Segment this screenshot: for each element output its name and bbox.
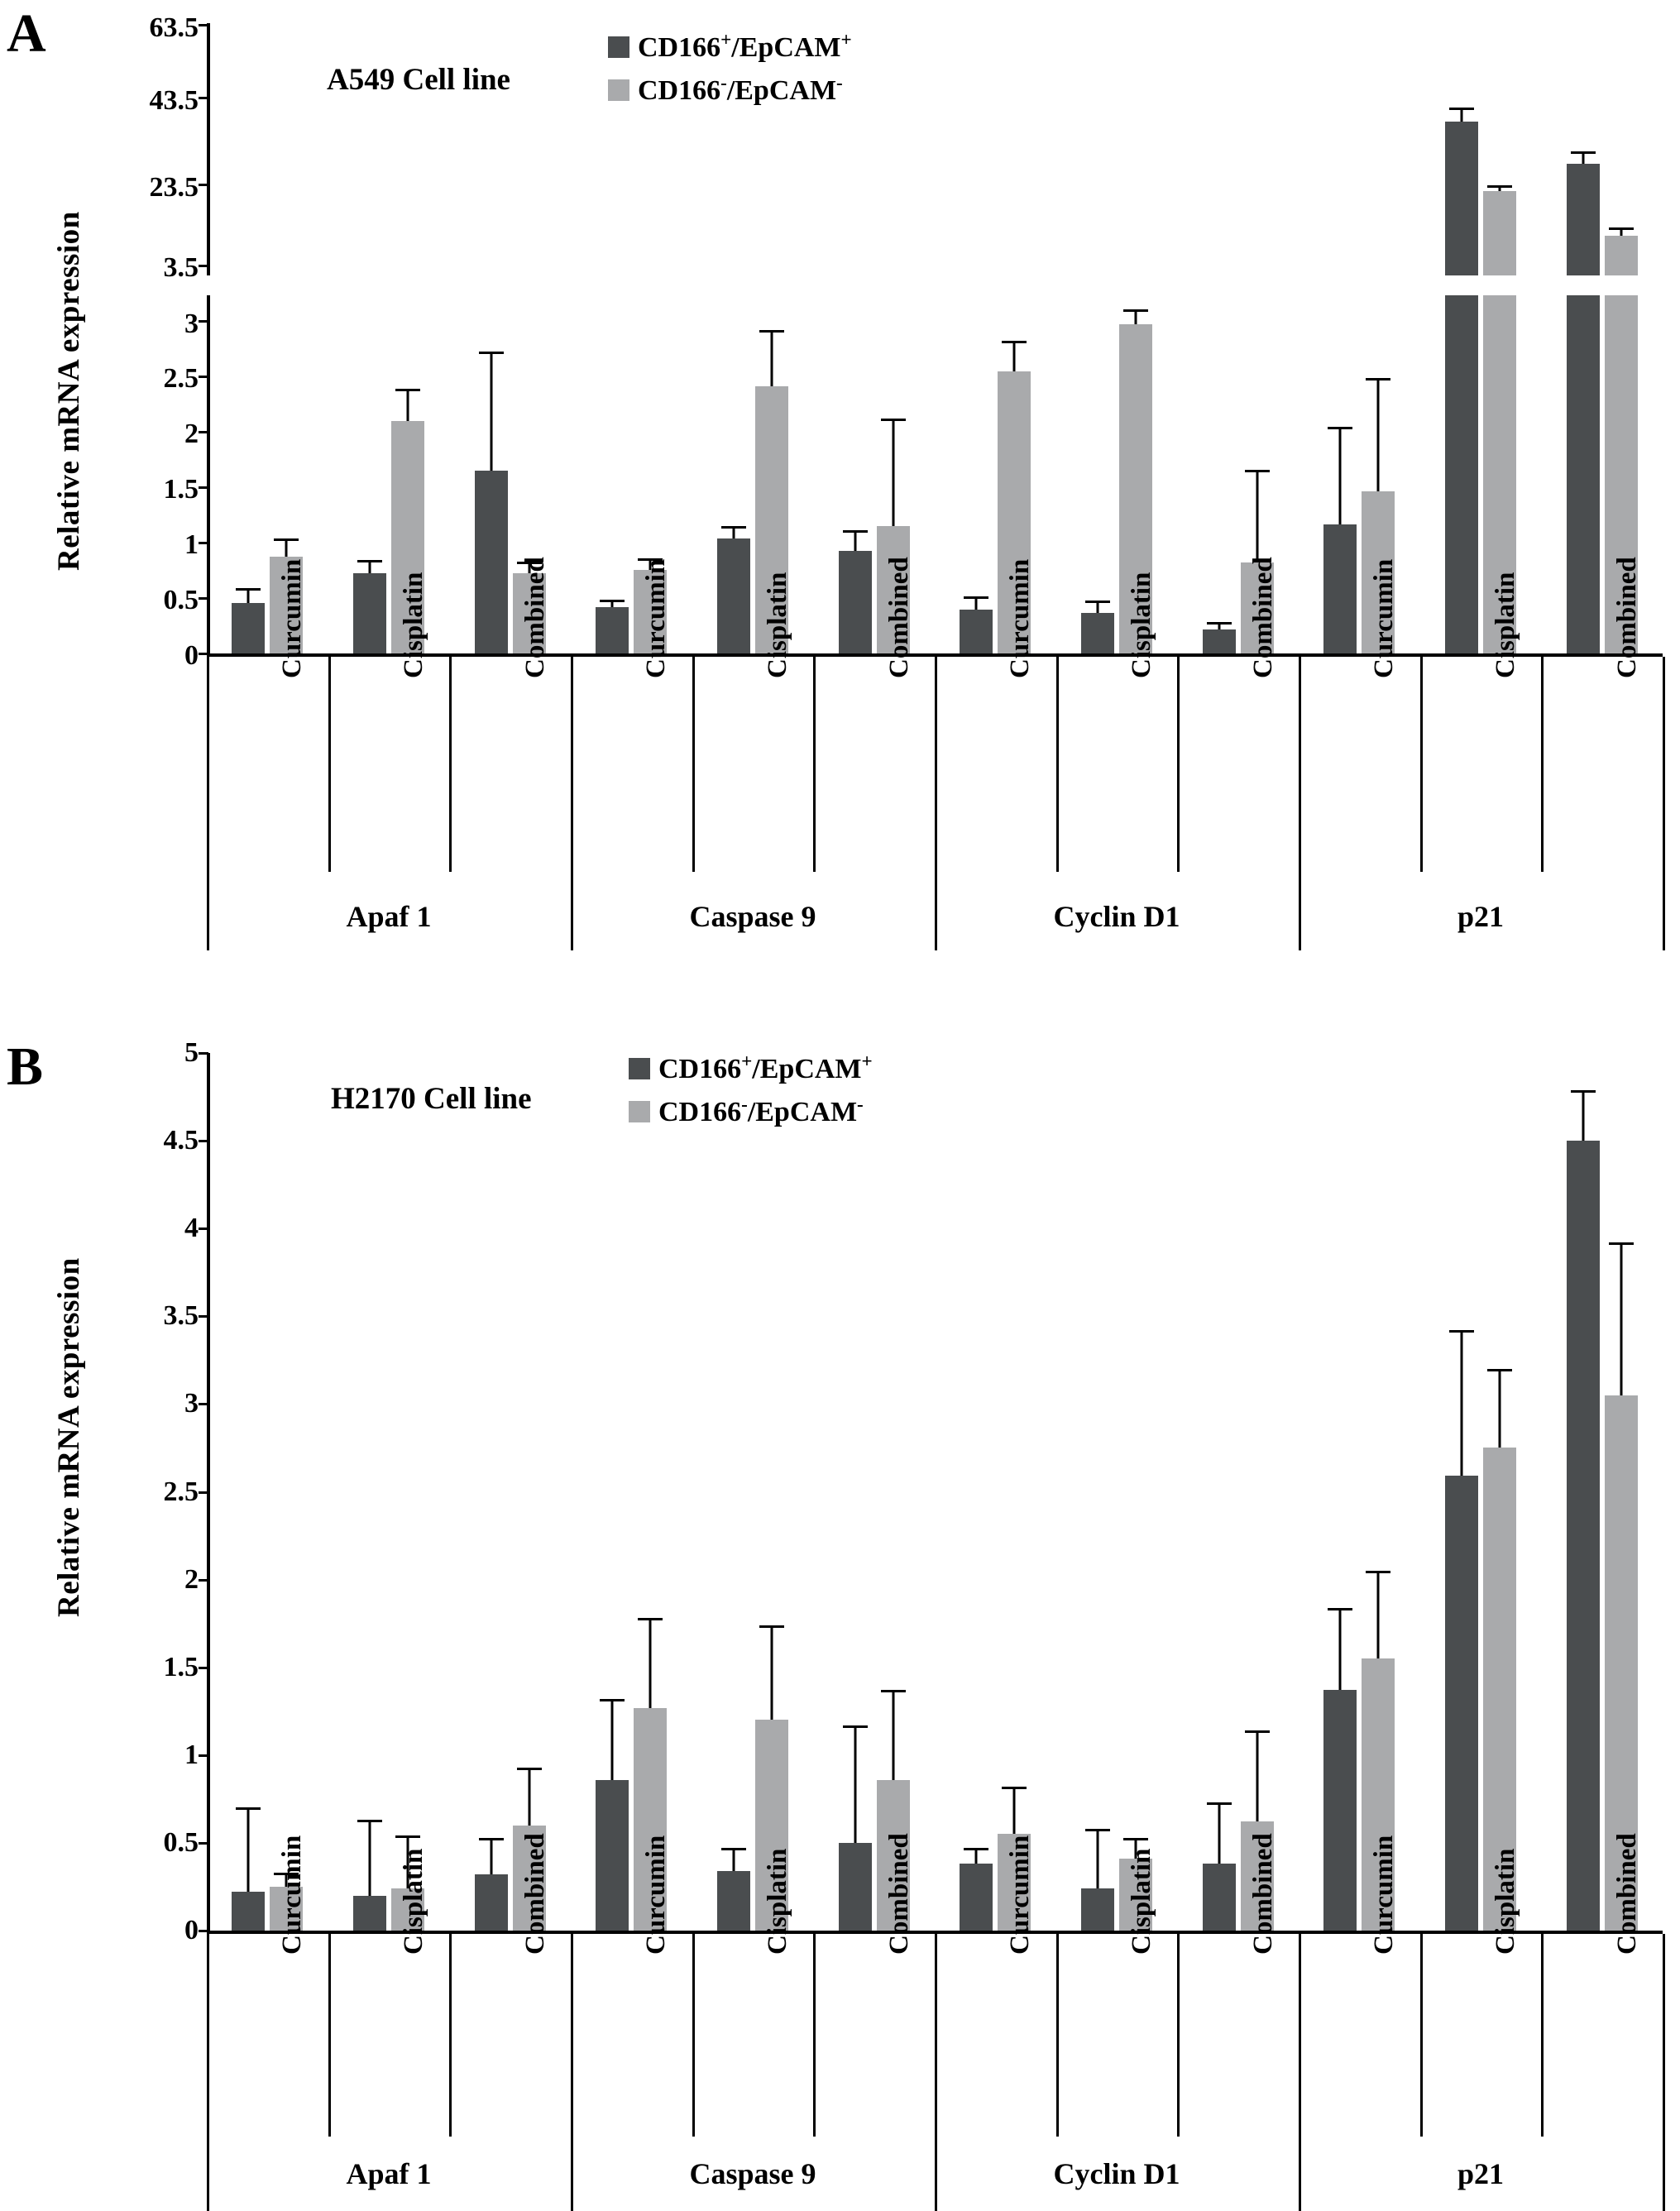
error-bar-cap [395, 389, 420, 391]
axis-separator [449, 1934, 452, 2137]
error-bar [479, 1838, 504, 1875]
error-bar-cap [357, 560, 382, 562]
error-bar-cap [964, 1848, 988, 1850]
error-bar-line [490, 1838, 492, 1875]
panel-b-y-axis-label: Relative mRNA expression [52, 1257, 86, 1617]
error-bar [881, 1690, 906, 1779]
ytick-0-5: 0.5 [163, 585, 199, 615]
ytick-3-5: 3.5 [163, 1300, 199, 1332]
error-bar [1449, 108, 1474, 122]
error-bar [881, 419, 906, 526]
ytick-2-5: 2.5 [163, 363, 199, 394]
error-bar-line [892, 1690, 894, 1779]
error-bar [1085, 1829, 1110, 1888]
treatment-label-curcumin: Curcumin [1369, 1835, 1400, 1955]
error-bar [600, 600, 625, 607]
error-bar-cap [1245, 1730, 1270, 1733]
bar-dark [717, 1871, 750, 1931]
treatment-label-combined: Combined [883, 1833, 914, 1955]
bar-dark [232, 603, 265, 653]
ytick-3: 3 [184, 1388, 199, 1419]
error-bar-cap [1002, 1787, 1027, 1789]
axis-separator [692, 657, 695, 872]
treatment-label-cisplatin: Cisplatin [1127, 1848, 1156, 1955]
bar-dark [353, 1896, 386, 1931]
treatment-label-curcumin: Curcumin [641, 558, 672, 678]
error-bar-cap [843, 1725, 868, 1728]
bar-dark [1445, 295, 1478, 653]
error-bar [759, 1625, 784, 1720]
error-bar-cap [1085, 601, 1110, 603]
ytick-3-5: 3.5 [163, 252, 199, 283]
error-bar [395, 389, 420, 421]
error-bar [600, 1699, 625, 1780]
error-bar [1571, 151, 1596, 164]
axis-separator [1299, 1934, 1301, 2137]
error-bar [1085, 601, 1110, 612]
panel-a-plot [0, 0, 1680, 1017]
error-bar [964, 1848, 988, 1864]
error-bar [638, 1618, 663, 1707]
error-bar-line [771, 1625, 773, 1720]
error-bar [1002, 1787, 1027, 1834]
axis-separator [692, 1934, 695, 2137]
error-bar-cap [759, 1625, 784, 1628]
error-bar [274, 538, 299, 557]
axis-separator [935, 657, 937, 872]
error-bar-cap [1366, 378, 1390, 380]
error-bar [517, 1768, 542, 1826]
legend-label-light: CD166-/EpCAM- [658, 1094, 864, 1128]
axis-separator [813, 657, 816, 872]
error-bar-cap [759, 330, 784, 333]
treatment-label-combined: Combined [1247, 1833, 1278, 1955]
group-separator [207, 2137, 209, 2211]
error-bar-cap [517, 1768, 542, 1770]
ytick-4-5: 4.5 [163, 1125, 199, 1156]
error-bar [843, 530, 868, 551]
error-bar-cap [638, 1618, 663, 1620]
error-bar-line [1461, 1330, 1463, 1476]
bar-dark [1081, 613, 1114, 653]
error-bar-cap [236, 588, 261, 591]
error-bar-line [892, 419, 894, 526]
axis-separator [1056, 1934, 1059, 2137]
treatment-label-cisplatin: Cisplatin [399, 572, 428, 678]
error-bar [1366, 378, 1390, 491]
treatment-label-combined: Combined [519, 557, 550, 678]
gene-label-cyclin-d1: Cyclin D1 [1053, 900, 1180, 933]
ytick-63-5: 63.5 [149, 12, 199, 43]
treatment-label-curcumin: Curcumin [641, 1835, 672, 1955]
error-bar-cap [1123, 1838, 1148, 1840]
error-bar [1487, 185, 1512, 192]
panel-a-title: A549 Cell line [327, 63, 510, 97]
error-bar-cap [1609, 227, 1634, 230]
treatment-label-cisplatin: Cisplatin [763, 572, 792, 678]
panel-a-letter: A [7, 3, 46, 64]
error-bar-line [1339, 1608, 1342, 1691]
treatment-label-combined: Combined [1611, 1833, 1642, 1955]
error-bar [759, 330, 784, 386]
error-bar-cap [479, 352, 504, 354]
error-bar-cap [1571, 151, 1596, 154]
bar-dark [475, 1874, 508, 1931]
error-bar-line [1377, 1571, 1380, 1658]
error-bar [1207, 1802, 1232, 1864]
error-bar-cap [1207, 1802, 1232, 1805]
bar-light [1483, 191, 1516, 275]
group-separator [935, 2137, 937, 2211]
error-bar [1449, 1330, 1474, 1476]
error-bar-cap [1609, 1242, 1634, 1245]
error-bar [1328, 427, 1352, 524]
error-bar-line [854, 1725, 856, 1843]
ytick-43-5: 43.5 [149, 85, 199, 116]
ytick-4: 4 [184, 1213, 199, 1244]
bar-dark [353, 573, 386, 653]
bar-dark [596, 607, 629, 653]
error-bar-cap [881, 419, 906, 421]
panel-a-y-axis-label: Relative mRNA expression [52, 211, 86, 571]
bar-dark [1445, 1476, 1478, 1931]
gene-label-caspase-9: Caspase 9 [689, 2157, 816, 2190]
error-bar [236, 588, 261, 604]
axis-separator [1420, 657, 1423, 872]
error-bar-line [1218, 1802, 1220, 1864]
axis-separator [1177, 657, 1180, 872]
error-bar-line [528, 1768, 530, 1826]
panel-a [0, 0, 1680, 1017]
legend-label-dark: CD166+/EpCAM+ [638, 30, 852, 64]
axis-separator [328, 1934, 331, 2137]
error-bar-line [247, 1807, 250, 1892]
error-bar-line [611, 1699, 614, 1780]
legend-label-light: CD166-/EpCAM- [638, 73, 843, 107]
error-bar-cap [1085, 1829, 1110, 1831]
group-separator [935, 872, 937, 950]
error-bar-line [854, 530, 856, 551]
axis-separator [207, 657, 209, 872]
axis-separator [449, 657, 452, 872]
error-bar-cap [1571, 1090, 1596, 1093]
error-bar-line [1620, 1242, 1622, 1395]
error-bar-cap [600, 600, 625, 602]
bar-dark [596, 1780, 629, 1931]
axis-separator [1177, 1934, 1180, 2137]
error-bar-line [1499, 1369, 1501, 1448]
axis-separator [571, 657, 573, 872]
treatment-label-combined: Combined [1611, 557, 1642, 678]
error-bar [1487, 1369, 1512, 1448]
group-separator [1663, 2137, 1665, 2211]
bar-dark [717, 538, 750, 653]
ytick-5: 5 [184, 1037, 199, 1068]
group-separator [1299, 872, 1301, 950]
panel-a-bars-upper [207, 23, 1663, 275]
bar-dark [232, 1892, 265, 1931]
treatment-label-curcumin: Curcumin [277, 1835, 308, 1955]
ytick-0: 0 [184, 640, 199, 671]
group-separator [571, 2137, 573, 2211]
ytick-1: 1 [184, 1739, 199, 1770]
error-bar-line [369, 1820, 371, 1895]
error-bar-cap [1207, 622, 1232, 625]
error-bar [1328, 1608, 1352, 1691]
treatment-label-cisplatin: Cisplatin [1127, 572, 1156, 678]
bar-dark [1203, 1864, 1236, 1931]
error-bar [1245, 1730, 1270, 1821]
error-bar-cap [1002, 341, 1027, 343]
error-bar-line [1013, 1787, 1016, 1834]
ytick-2: 2 [184, 419, 199, 449]
treatment-label-cisplatin: Cisplatin [1491, 1848, 1520, 1955]
bar-dark [839, 551, 872, 653]
error-bar-cap [1328, 427, 1352, 429]
error-bar [236, 1807, 261, 1892]
legend-label-dark: CD166+/EpCAM+ [658, 1051, 873, 1085]
error-bar-cap [236, 1807, 261, 1810]
error-bar-cap [1449, 108, 1474, 110]
gene-label-apaf-1: Apaf 1 [346, 900, 432, 933]
axis-separator [1541, 1934, 1544, 2137]
error-bar [1123, 309, 1148, 323]
error-bar-line [407, 389, 409, 421]
error-bar-line [1256, 1730, 1258, 1821]
error-bar-cap [964, 596, 988, 599]
error-bar-cap [1245, 470, 1270, 472]
error-bar-line [1377, 378, 1380, 491]
error-bar-line [649, 1618, 652, 1707]
error-bar [721, 1848, 746, 1871]
error-bar [721, 526, 746, 539]
axis-separator [207, 1934, 209, 2137]
treatment-label-combined: Combined [519, 1833, 550, 1955]
bar-light [1605, 236, 1638, 275]
error-bar [1571, 1090, 1596, 1141]
bar-dark [960, 610, 993, 653]
bar-dark [1567, 164, 1600, 275]
error-bar-line [1582, 1090, 1584, 1141]
bar-dark [1445, 122, 1478, 275]
ytick-2: 2 [184, 1563, 199, 1595]
bar-dark [1203, 629, 1236, 653]
treatment-label-combined: Combined [1247, 557, 1278, 678]
axis-separator [1420, 1934, 1423, 2137]
error-bar-cap [1487, 185, 1512, 188]
axis-separator [571, 1934, 573, 2137]
gene-label-apaf-1: Apaf 1 [346, 2157, 432, 2190]
gene-label-caspase-9: Caspase 9 [689, 900, 816, 933]
error-bar-cap [721, 1848, 746, 1850]
treatment-label-cisplatin: Cisplatin [763, 1848, 792, 1955]
panel-b [0, 1036, 1680, 2190]
error-bar [479, 352, 504, 471]
error-bar-cap [1449, 1330, 1474, 1333]
error-bar [1002, 341, 1027, 372]
error-bar-cap [1123, 309, 1148, 312]
bar-dark [475, 471, 508, 653]
axis-separator [1541, 657, 1544, 872]
panel-b-bars [207, 1053, 1663, 1931]
panel-b-letter: B [7, 1036, 44, 1097]
panel-b-plot [0, 1037, 1680, 2190]
error-bar [964, 596, 988, 610]
group-separator [1663, 872, 1665, 950]
gene-label-cyclin-d1: Cyclin D1 [1053, 2157, 1180, 2190]
ytick-1-5: 1.5 [163, 474, 199, 505]
axis-separator [328, 657, 331, 872]
error-bar [1609, 1242, 1634, 1395]
treatment-label-cisplatin: Cisplatin [1491, 572, 1520, 678]
bar-dark [1567, 295, 1600, 653]
treatment-label-curcumin: Curcumin [277, 558, 308, 678]
axis-separator [1663, 1934, 1665, 2137]
ytick-1: 1 [184, 529, 199, 560]
error-bar-cap [600, 1699, 625, 1701]
bar-dark [1567, 1141, 1600, 1931]
error-bar-cap [1328, 1608, 1352, 1610]
treatment-label-curcumin: Curcumin [1005, 1835, 1036, 1955]
treatment-label-cisplatin: Cisplatin [399, 1848, 428, 1955]
error-bar [1207, 622, 1232, 629]
axis-separator [1299, 657, 1301, 872]
error-bar-line [1013, 341, 1016, 372]
error-bar-line [771, 330, 773, 386]
ytick-3: 3 [184, 309, 199, 339]
axis-separator [813, 1934, 816, 2137]
error-bar-line [1339, 427, 1342, 524]
treatment-label-curcumin: Curcumin [1005, 558, 1036, 678]
bar-dark [1323, 524, 1357, 653]
error-bar-cap [1366, 1571, 1390, 1573]
error-bar [1609, 227, 1634, 236]
error-bar [1245, 470, 1270, 563]
axis-separator [935, 1934, 937, 2137]
ytick-23-5: 23.5 [149, 172, 199, 203]
error-bar-cap [274, 538, 299, 541]
error-bar-cap [721, 526, 746, 529]
error-bar-cap [1487, 1369, 1512, 1371]
treatment-label-curcumin: Curcumin [1369, 558, 1400, 678]
gene-label-p21: p21 [1457, 900, 1505, 933]
group-separator [571, 872, 573, 950]
error-bar [357, 560, 382, 573]
error-bar-line [733, 1848, 735, 1871]
error-bar [357, 1820, 382, 1895]
ytick-2-5: 2.5 [163, 1476, 199, 1507]
error-bar-line [1097, 1829, 1099, 1888]
error-bar-cap [479, 1838, 504, 1840]
bar-dark [960, 1864, 993, 1931]
ytick-1-5: 1.5 [163, 1651, 199, 1682]
ytick-0: 0 [184, 1915, 199, 1945]
error-bar-line [490, 352, 492, 471]
panel-b-title: H2170 Cell line [331, 1082, 532, 1116]
error-bar-cap [395, 1835, 420, 1838]
bar-dark [839, 1843, 872, 1931]
bar-dark [1081, 1888, 1114, 1931]
bar-dark [1323, 1690, 1357, 1931]
gene-label-p21: p21 [1457, 2157, 1505, 2190]
treatment-label-combined: Combined [883, 557, 914, 678]
error-bar-line [285, 538, 288, 557]
error-bar-cap [843, 530, 868, 533]
group-separator [1299, 2137, 1301, 2211]
axis-separator [1056, 657, 1059, 872]
error-bar-line [1256, 470, 1258, 563]
axis-separator [1663, 657, 1665, 872]
error-bar [1366, 1571, 1390, 1658]
ytick-0-5: 0.5 [163, 1826, 199, 1858]
error-bar [843, 1725, 868, 1843]
error-bar-cap [881, 1690, 906, 1692]
group-separator [207, 872, 209, 950]
error-bar-cap [357, 1820, 382, 1822]
